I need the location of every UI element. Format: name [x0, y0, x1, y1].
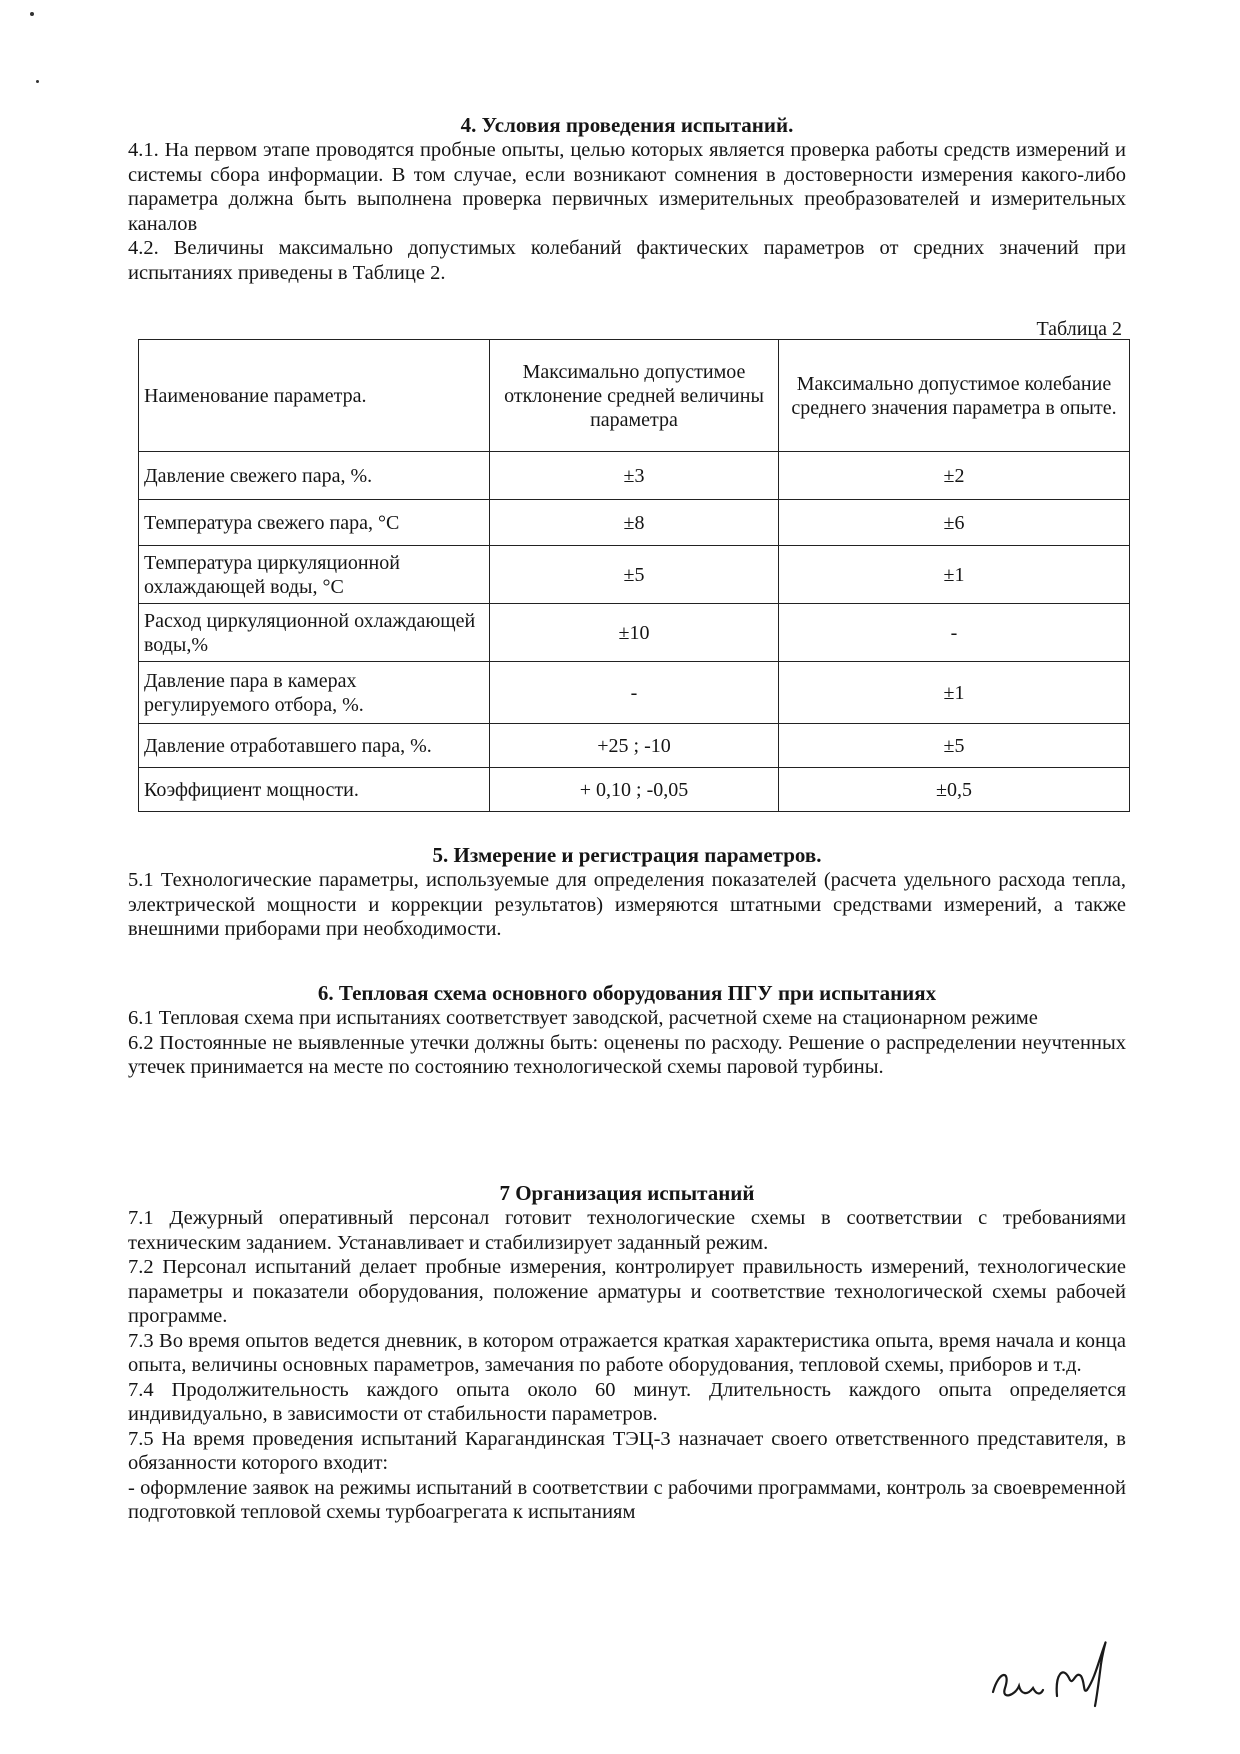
section-5 [128, 842, 1126, 942]
row-fluctuation: ±5 [779, 724, 1130, 768]
row-fluctuation: ±2 [779, 452, 1130, 500]
section-5-title: 5. Измерение и регистрация параметров. [432, 843, 822, 867]
row-fluctuation: ±6 [779, 500, 1130, 546]
row-deviation: ±8 [490, 500, 779, 546]
row-deviation: + 0,10 ; -0,05 [490, 768, 779, 812]
row-deviation: ±3 [490, 452, 779, 500]
table-row [139, 500, 1130, 546]
header-max-deviation: Максимально допустимое отклонение средней величины параметра [490, 340, 779, 452]
header-parameter-name: Наименование параметра. [139, 340, 490, 452]
table-row [139, 452, 1130, 500]
row-name: Коэффициент мощности. [139, 768, 490, 812]
row-deviation: +25 ; -10 [490, 724, 779, 768]
row-name: Температура свежего пара, °С [139, 500, 490, 546]
row-name: Температура циркуляционной охлаждающей воды, °С [139, 546, 490, 604]
row-deviation: ±5 [490, 546, 779, 604]
table-row [139, 662, 1130, 724]
parameters-table [138, 339, 1130, 812]
section-7 [128, 1180, 1126, 1525]
row-deviation: - [490, 662, 779, 724]
row-fluctuation: ±0,5 [779, 768, 1130, 812]
scan-speck [30, 12, 34, 16]
paragraph-7-2: 7.2 Персонал испытаний делает пробные измерения, контролирует правильность измерений, технологические параметры и показатели оборудования, положение арматуры и соответствие технологической схемы рабочей программе. [128, 1256, 1126, 1327]
section-4 [128, 112, 1126, 285]
handwritten-signature [985, 1630, 1135, 1710]
paragraph-7-1: 7.1 Дежурный оперативный персонал готовит технологические схемы в соответствии с требованиями техническим заданием. Устанавливает и стабилизирует заданный режим. [128, 1207, 1126, 1254]
table-row [139, 724, 1130, 768]
table-row [139, 546, 1130, 604]
paragraph-5-1: 5.1 Технологические параметры, используемые для определения показателей (расчета удельного расхода тепла, электрической мощности и коррекции результатов) измеряются штатными средствами измерений, а также внешними приборами при необходимости. [128, 869, 1126, 940]
section-6-title: 6. Тепловая схема основного оборудования ПГУ при испытаниях [317, 981, 937, 1005]
paragraph-7-4: 7.4 Продолжительность каждого опыта около 60 минут. Длительность каждого опыта определяется индивидуально, в зависимости от стабильности параметров. [128, 1378, 1126, 1425]
table-caption: Таблица 2 [1036, 318, 1122, 340]
paragraph-4-1: 4.1. На первом этапе проводятся пробные опыты, целью которых является проверка работы средств измерений и системы сбора информации. В том случае, если возникают сомнения в достоверности измерения какого-либо параметра должна быть выполнена проверка первичных измерительных преобразователей и измерительных каналов [128, 139, 1126, 235]
paragraph-6-2: 6.2 Постоянные не выявленные утечки должны быть: оценены по расходу. Решение о распределении неучтенных утечек принимается на месте по состоянию технологической схемы паровой турбины. [128, 1031, 1126, 1078]
paragraph-6-1: 6.1 Тепловая схема при испытаниях соответствует заводской, расчетной схеме на стационарном режиме [128, 1007, 1038, 1029]
paragraph-7-6: - оформление заявок на режимы испытаний в соответствии с рабочими программами, контроль за своевременной подготовкой тепловой схемы турбоагрегата к испытаниям [128, 1476, 1126, 1523]
header-max-fluctuation: Максимально допустимое колебание среднего значения параметра в опыте. [779, 340, 1130, 452]
section-4-title: 4. Условия проведения испытаний. [460, 113, 794, 137]
scan-speck [36, 80, 39, 83]
table-row [139, 768, 1130, 812]
section-7-title: 7 Организация испытаний [499, 1181, 755, 1205]
row-fluctuation: ±1 [779, 546, 1130, 604]
paragraph-7-5: 7.5 На время проведения испытаний Карагандинская ТЭЦ-3 назначает своего ответственного представителя, в обязанности которого входит: [128, 1427, 1126, 1474]
row-name: Давление отработавшего пара, %. [139, 724, 490, 768]
row-fluctuation: ±1 [779, 662, 1130, 724]
table-row [139, 604, 1130, 662]
row-name: Давление свежего пара, %. [139, 452, 490, 500]
row-name: Расход циркуляционной охлаждающей воды,% [139, 604, 490, 662]
row-deviation: ±10 [490, 604, 779, 662]
row-name: Давление пара в камерах регулируемого отбора, %. [139, 662, 490, 724]
row-fluctuation: - [779, 604, 1130, 662]
section-6 [128, 980, 1126, 1080]
paragraph-4-2: 4.2. Величины максимально допустимых колебаний фактических параметров от средних значений при испытаниях приведены в Таблице 2. [128, 237, 1126, 284]
paragraph-7-3: 7.3 Во время опытов ведется дневник, в котором отражается краткая характеристика опыта, время начала и конца опыта, величины основных параметров, замечания по работе оборудования, тепловой схемы, приборов и т.д. [128, 1329, 1126, 1376]
